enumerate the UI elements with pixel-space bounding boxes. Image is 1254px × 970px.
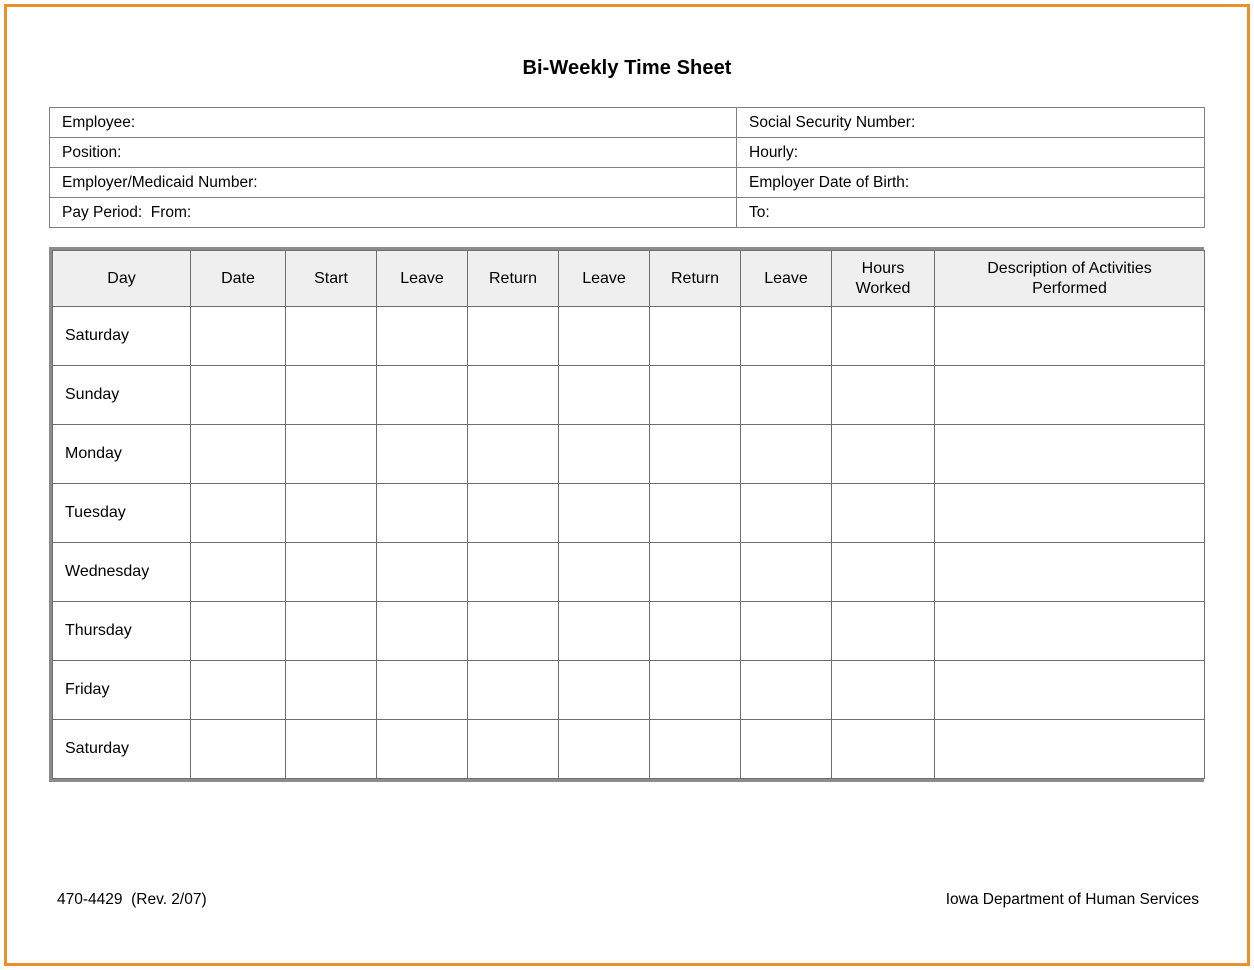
entry-cell-leave3[interactable]: [741, 484, 832, 543]
entry-cell-leave1[interactable]: [377, 602, 468, 661]
entry-cell-leave3[interactable]: [741, 661, 832, 720]
info-row: [50, 138, 1205, 168]
column-header: Return: [650, 251, 741, 307]
info-label-left[interactable]: Pay Period: From:: [50, 198, 737, 228]
entry-cell-date[interactable]: [191, 661, 286, 720]
entry-cell-leave3[interactable]: [741, 366, 832, 425]
entry-cell-leave2[interactable]: [559, 543, 650, 602]
table-row: [53, 366, 1205, 425]
entry-cell-return2[interactable]: [650, 720, 741, 779]
entry-cell-leave1[interactable]: [377, 720, 468, 779]
entry-cell-leave1[interactable]: [377, 425, 468, 484]
employee-info-body: [50, 108, 1205, 228]
table-row: [53, 661, 1205, 720]
column-header: Return: [468, 251, 559, 307]
table-row: [53, 602, 1205, 661]
entry-cell-return1[interactable]: [468, 307, 559, 366]
entry-cell-hours[interactable]: [832, 366, 935, 425]
entry-cell-hours[interactable]: [832, 661, 935, 720]
entry-cell-return2[interactable]: [650, 661, 741, 720]
column-header: Hours Worked: [832, 251, 935, 307]
day-label-cell: Friday: [53, 661, 191, 720]
entry-cell-date[interactable]: [191, 543, 286, 602]
entry-cell-leave1[interactable]: [377, 366, 468, 425]
day-label-cell: Monday: [53, 425, 191, 484]
entry-cell-date[interactable]: [191, 366, 286, 425]
day-label-cell: Wednesday: [53, 543, 191, 602]
agency-name: Iowa Department of Human Services: [945, 891, 1199, 908]
day-label-cell: Tuesday: [53, 484, 191, 543]
entry-cell-leave1[interactable]: [377, 307, 468, 366]
entry-cell-return1[interactable]: [468, 425, 559, 484]
page-title: Bi-Weekly Time Sheet: [522, 57, 732, 79]
entry-cell-leave1[interactable]: [377, 484, 468, 543]
entry-cell-start[interactable]: [286, 720, 377, 779]
column-header: Leave: [741, 251, 832, 307]
entry-cell-return1[interactable]: [468, 602, 559, 661]
entry-cell-return2[interactable]: [650, 307, 741, 366]
table-row: [53, 425, 1205, 484]
entry-cell-hours[interactable]: [832, 720, 935, 779]
entry-cell-start[interactable]: [286, 661, 377, 720]
entry-cell-description[interactable]: [935, 661, 1205, 720]
entry-cell-leave3[interactable]: [741, 425, 832, 484]
entry-cell-return1[interactable]: [468, 720, 559, 779]
day-label-cell: Saturday: [53, 307, 191, 366]
info-label-right[interactable]: Social Security Number:: [737, 108, 1205, 138]
entry-cell-date[interactable]: [191, 484, 286, 543]
info-row: [50, 198, 1205, 228]
table-row: [53, 543, 1205, 602]
entry-cell-leave3[interactable]: [741, 543, 832, 602]
timesheet-header-row: [53, 251, 1205, 307]
entry-cell-description[interactable]: [935, 307, 1205, 366]
entry-cell-hours[interactable]: [832, 543, 935, 602]
entry-cell-leave2[interactable]: [559, 720, 650, 779]
entry-cell-return1[interactable]: [468, 543, 559, 602]
info-label-left[interactable]: Position:: [50, 138, 737, 168]
entry-cell-description[interactable]: [935, 484, 1205, 543]
entry-cell-date[interactable]: [191, 307, 286, 366]
day-label-cell: Saturday: [53, 720, 191, 779]
table-row: [53, 720, 1205, 779]
entry-cell-return2[interactable]: [650, 602, 741, 661]
entry-cell-leave3[interactable]: [741, 307, 832, 366]
entry-cell-hours[interactable]: [832, 425, 935, 484]
column-header: Description of Activities Performed: [935, 251, 1205, 307]
entry-cell-start[interactable]: [286, 543, 377, 602]
entry-cell-leave2[interactable]: [559, 366, 650, 425]
entry-cell-description[interactable]: [935, 720, 1205, 779]
entry-cell-hours[interactable]: [832, 484, 935, 543]
entry-cell-start[interactable]: [286, 366, 377, 425]
info-label-left[interactable]: Employer/Medicaid Number:: [50, 168, 737, 198]
entry-cell-return1[interactable]: [468, 484, 559, 543]
column-header: Leave: [377, 251, 468, 307]
info-row: [50, 168, 1205, 198]
day-label-cell: Thursday: [53, 602, 191, 661]
entry-cell-return2[interactable]: [650, 425, 741, 484]
employee-info-table: [49, 107, 1205, 228]
table-row: [53, 484, 1205, 543]
entry-cell-leave2[interactable]: [559, 484, 650, 543]
entry-cell-leave2[interactable]: [559, 602, 650, 661]
entry-cell-hours[interactable]: [832, 307, 935, 366]
entry-cell-leave1[interactable]: [377, 661, 468, 720]
info-label-left[interactable]: Employee:: [50, 108, 737, 138]
entry-cell-leave1[interactable]: [377, 543, 468, 602]
entry-cell-return2[interactable]: [650, 484, 741, 543]
entry-cell-start[interactable]: [286, 425, 377, 484]
entry-cell-start[interactable]: [286, 602, 377, 661]
day-label-cell: Sunday: [53, 366, 191, 425]
info-label-right[interactable]: Hourly:: [737, 138, 1205, 168]
entry-cell-leave3[interactable]: [741, 602, 832, 661]
entry-cell-leave2[interactable]: [559, 307, 650, 366]
column-header: Leave: [559, 251, 650, 307]
info-label-right[interactable]: To:: [737, 198, 1205, 228]
entry-cell-leave2[interactable]: [559, 425, 650, 484]
form-number: 470-4429 (Rev. 2/07): [57, 891, 207, 908]
column-header: Day: [53, 251, 191, 307]
entry-cell-return2[interactable]: [650, 543, 741, 602]
timesheet-table: [52, 250, 1205, 779]
entry-cell-leave2[interactable]: [559, 661, 650, 720]
entry-cell-description[interactable]: [935, 602, 1205, 661]
info-label-right[interactable]: Employer Date of Birth:: [737, 168, 1205, 198]
entry-cell-date[interactable]: [191, 425, 286, 484]
entry-cell-return1[interactable]: [468, 366, 559, 425]
timesheet-head: [53, 251, 1205, 307]
timesheet-grid: [49, 247, 1204, 782]
entry-cell-return2[interactable]: [650, 366, 741, 425]
timesheet-body: [53, 307, 1205, 779]
entry-cell-date[interactable]: [191, 602, 286, 661]
entry-cell-description[interactable]: [935, 366, 1205, 425]
entry-cell-return1[interactable]: [468, 661, 559, 720]
column-header: Start: [286, 251, 377, 307]
entry-cell-hours[interactable]: [832, 602, 935, 661]
table-row: [53, 307, 1205, 366]
entry-cell-start[interactable]: [286, 307, 377, 366]
entry-cell-description[interactable]: [935, 543, 1205, 602]
entry-cell-start[interactable]: [286, 484, 377, 543]
entry-cell-description[interactable]: [935, 425, 1205, 484]
entry-cell-leave3[interactable]: [741, 720, 832, 779]
info-row: [50, 108, 1205, 138]
column-header: Date: [191, 251, 286, 307]
entry-cell-date[interactable]: [191, 720, 286, 779]
